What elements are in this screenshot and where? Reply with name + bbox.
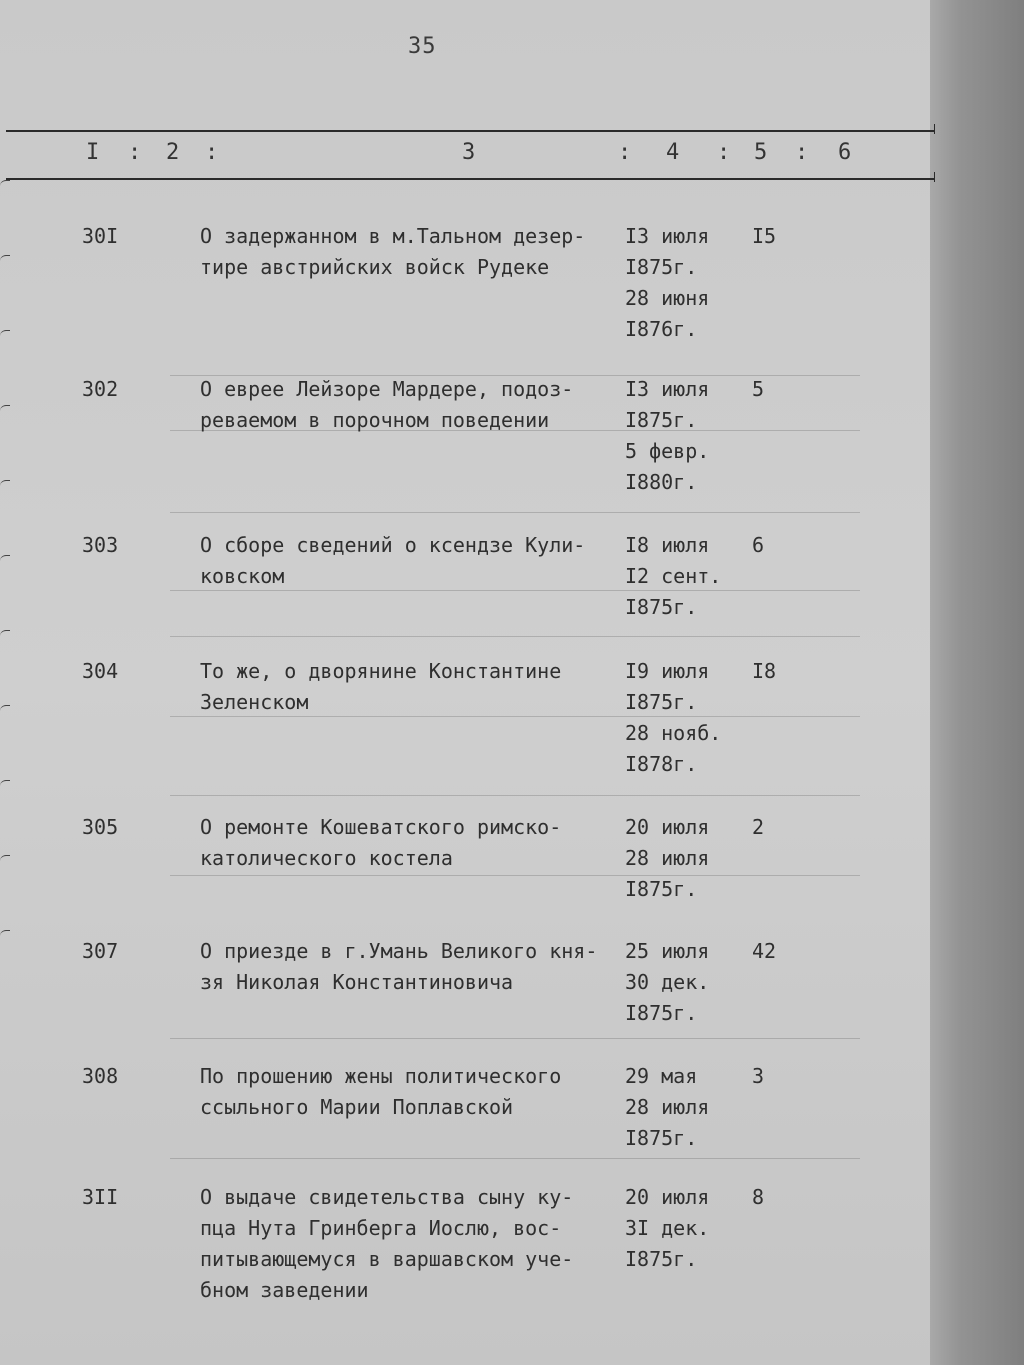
case-sheets: 6 <box>752 533 765 557</box>
case-dates: I9 июля I875г. 28 нояб. I878г. <box>625 659 722 776</box>
case-number: 304 <box>82 659 119 683</box>
page-edge-shadow <box>930 0 1024 1365</box>
case-dates: 25 июля 30 дек. I875г. <box>625 939 710 1025</box>
case-sheets: 8 <box>752 1185 765 1209</box>
header-col-6: 6 <box>838 140 852 165</box>
case-title: О задержанном в м.Тальном дезер- тире австрийских войск Рудеке <box>200 224 586 279</box>
case-title: О ремонте Кошеватского римско- католического костела <box>200 815 562 870</box>
case-sheets: I8 <box>752 659 777 683</box>
case-dates: I3 июля I875г. 5 февр. I880г. <box>625 377 710 494</box>
case-title: О приезде в г.Умань Великого кня- зя Николая Константиновича <box>200 939 598 994</box>
case-dates: I3 июля I875г. 28 июня I876г. <box>625 224 710 341</box>
case-sheets: 42 <box>752 939 777 963</box>
case-dates: I8 июля I2 сент. I875г. <box>625 533 722 619</box>
case-title: О еврее Лейзоре Мардере, подоз- реваемом в порочном поведении <box>200 377 574 432</box>
case-number: 3II <box>82 1185 119 1209</box>
header-separator: : <box>128 140 142 165</box>
header-separator: : <box>795 140 809 165</box>
case-dates: 20 июля 28 июля I875г. <box>625 815 710 901</box>
case-sheets: 3 <box>752 1064 765 1088</box>
case-dates: 29 мая 28 июля I875г. <box>625 1064 710 1150</box>
case-dates: 20 июля 3I дек. I875г. <box>625 1185 710 1271</box>
header-col-1: I <box>86 140 100 165</box>
case-title: То же, о дворянине Константине Зеленском <box>200 659 562 714</box>
case-number: 303 <box>82 533 119 557</box>
case-sheets: I5 <box>752 224 777 248</box>
case-sheets: 2 <box>752 815 765 839</box>
header-col-2: 2 <box>166 140 180 165</box>
header-separator: : <box>618 140 632 165</box>
case-number: 305 <box>82 815 119 839</box>
header-col-3: 3 <box>462 140 476 165</box>
header-separator: : <box>205 140 219 165</box>
case-number: 307 <box>82 939 119 963</box>
page-number: 35 <box>408 34 437 59</box>
case-title: О выдаче свидетельства сыну ку- пца Нута Гринберга Иослю, вос- питывающемуся в варшавском уче- бном заведении <box>200 1185 574 1302</box>
case-title: О сборе сведений о ксендзе Кули- ковском <box>200 533 586 588</box>
case-number: 308 <box>82 1064 119 1088</box>
header-col-5: 5 <box>754 140 768 165</box>
case-number: 302 <box>82 377 119 401</box>
case-sheets: 5 <box>752 377 765 401</box>
case-title: По прошению жены политического ссыльного Марии Поплавской <box>200 1064 562 1119</box>
header-col-4: 4 <box>666 140 680 165</box>
header-separator: : <box>717 140 731 165</box>
case-number: 30I <box>82 224 119 248</box>
